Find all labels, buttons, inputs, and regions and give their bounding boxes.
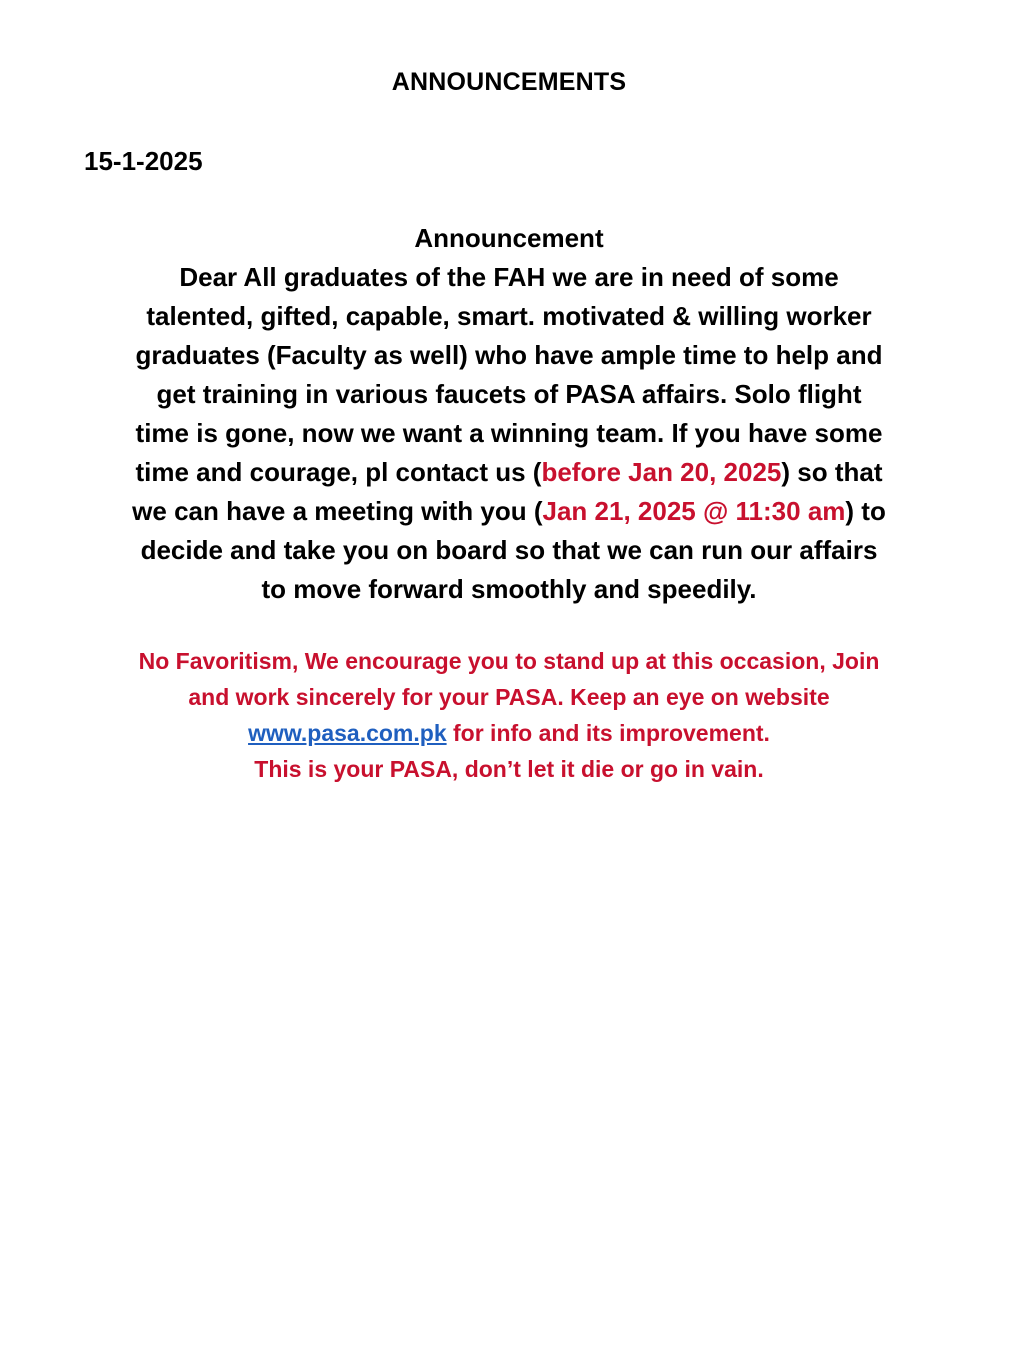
notice-block bbox=[60, 643, 958, 787]
body-line-7 bbox=[60, 492, 958, 531]
body-line-9: to move forward smoothly and speedily. bbox=[261, 574, 757, 604]
notice-line-4: This is your PASA, don’t let it die or go in vain. bbox=[254, 756, 764, 782]
body-line-2: talented, gifted, capable, smart. motivated & willing worker bbox=[146, 301, 872, 331]
meeting-datetime: Jan 21, 2025 @ 11:30 am bbox=[542, 496, 846, 526]
notice-line-2: and work sincerely for your PASA. Keep an eye on website bbox=[188, 684, 830, 710]
contact-deadline: before Jan 20, 2025 bbox=[541, 457, 782, 487]
notice-line-3-end: for info and its improvement. bbox=[446, 720, 770, 746]
section-title: Announcement bbox=[414, 223, 604, 253]
notice-line-1: No Favoritism, We encourage you to stand up at this occasion, Join bbox=[138, 648, 880, 674]
body-line-5: time is gone, now we want a winning team. If you have some bbox=[135, 418, 883, 448]
announcement-body bbox=[60, 219, 958, 609]
body-line-7-start: we can have a meeting with you ( bbox=[132, 496, 543, 526]
notice-line-3 bbox=[60, 715, 958, 751]
body-line-7-end: ) to bbox=[845, 496, 886, 526]
body-line-3: graduates (Faculty as well) who have ample time to help and bbox=[135, 340, 883, 370]
body-line-8: decide and take you on board so that we can run our affairs bbox=[140, 535, 878, 565]
body-line-6 bbox=[60, 453, 958, 492]
website-link[interactable]: www.pasa.com.pk bbox=[248, 720, 447, 746]
announcement-date: 15-1-2025 bbox=[84, 146, 203, 176]
page-heading: ANNOUNCEMENTS bbox=[391, 68, 627, 96]
body-line-6-start: time and courage, pl contact us ( bbox=[135, 457, 542, 487]
body-line-4: get training in various faucets of PASA affairs. Solo flight bbox=[156, 379, 862, 409]
body-line-1: Dear All graduates of the FAH we are in need of some bbox=[179, 262, 839, 292]
body-line-6-end: ) so that bbox=[781, 457, 883, 487]
